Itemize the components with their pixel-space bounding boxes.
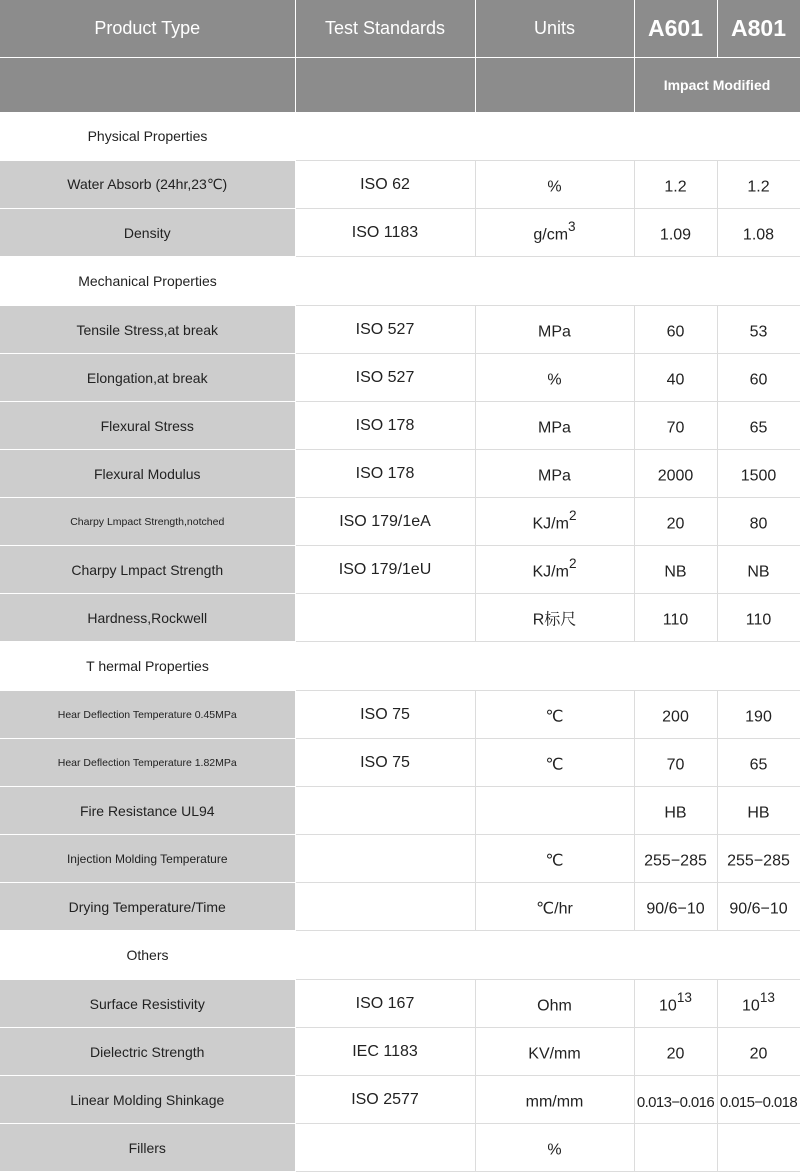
value-a601	[634, 306, 717, 354]
unit-text: mm/mm	[525, 1093, 584, 1111]
value-a601-text: 20	[666, 515, 685, 533]
unit	[475, 306, 634, 354]
value-a601	[634, 980, 717, 1028]
unit	[475, 1076, 634, 1124]
subheader-blank	[0, 58, 295, 113]
unit-text: KJ/m	[532, 515, 569, 533]
value-a601	[634, 1028, 717, 1076]
table-row	[0, 980, 800, 1028]
value-a601	[634, 546, 717, 594]
table-row	[0, 594, 800, 642]
value-a601-text: HB	[664, 804, 687, 822]
value-a601	[634, 691, 717, 739]
value-a601-text: 1.2	[664, 178, 687, 196]
value-a601-exponent: 13	[676, 989, 692, 1005]
value-a801	[717, 594, 800, 642]
subheader-blank	[475, 58, 634, 113]
table-row	[0, 306, 800, 354]
value-a801-text: 1.2	[747, 178, 770, 196]
value-a601	[634, 835, 717, 883]
value-a801	[717, 546, 800, 594]
value-a801-text: 60	[749, 371, 768, 389]
section-header	[0, 642, 800, 691]
value-a601	[634, 209, 717, 257]
test-standard	[295, 835, 475, 883]
value-a801	[717, 691, 800, 739]
property-name: Water Absorb (24hr,23℃)	[0, 161, 295, 209]
test-standard: ISO 178	[295, 402, 475, 450]
property-name: Elongation,at break	[0, 354, 295, 402]
property-name: Injection Molding Temperature	[0, 835, 295, 883]
property-name: Density	[0, 209, 295, 257]
property-name: Surface Resistivity	[0, 980, 295, 1028]
value-a801-text: NB	[747, 563, 770, 581]
property-name: Charpy Lmpact Strength	[0, 546, 295, 594]
table-row	[0, 402, 800, 450]
value-a801	[717, 306, 800, 354]
property-name: Hardness,Rockwell	[0, 594, 295, 642]
col-product-type: Product Type	[0, 0, 295, 58]
property-name: Tensile Stress,at break	[0, 306, 295, 354]
test-standard: ISO 75	[295, 739, 475, 787]
unit-text: g/cm	[533, 226, 569, 244]
section-title: Mechanical Properties	[78, 273, 217, 289]
value-a601	[634, 787, 717, 835]
unit-text: ℃	[545, 708, 564, 726]
table-row	[0, 883, 800, 931]
value-a601-text: 20	[666, 1045, 685, 1063]
section-title: T hermal Properties	[86, 658, 209, 674]
table-row	[0, 498, 800, 546]
value-a801	[717, 161, 800, 209]
value-a601	[634, 498, 717, 546]
unit	[475, 883, 634, 931]
table-row	[0, 546, 800, 594]
section-title-cell	[0, 257, 800, 306]
unit-text: ℃	[545, 756, 564, 774]
value-a801	[717, 980, 800, 1028]
unit-text: MPa	[538, 323, 571, 341]
value-a801	[717, 498, 800, 546]
table-row	[0, 835, 800, 883]
test-standard: IEC 1183	[295, 1028, 475, 1076]
value-a601	[634, 594, 717, 642]
section-header	[0, 112, 800, 161]
subheader-row	[0, 58, 800, 113]
value-a601-text: 1.09	[659, 226, 692, 244]
value-a601-text: 90/6−10	[646, 900, 705, 918]
value-a601-text: 70	[666, 756, 685, 774]
table-row	[0, 739, 800, 787]
value-a801-text: 53	[749, 323, 768, 341]
value-a801	[717, 354, 800, 402]
unit	[475, 546, 634, 594]
table-row	[0, 1028, 800, 1076]
property-name: Drying Temperature/Time	[0, 883, 295, 931]
property-name: Hear Deflection Temperature 1.82MPa	[0, 739, 295, 787]
value-a801	[717, 739, 800, 787]
value-a601-text: 70	[666, 419, 685, 437]
property-name: Charpy Lmpact Strength,notched	[0, 498, 295, 546]
value-a601	[634, 161, 717, 209]
section-title: Others	[126, 947, 169, 963]
unit	[475, 835, 634, 883]
unit	[475, 402, 634, 450]
table-row	[0, 209, 800, 257]
unit	[475, 209, 634, 257]
unit-text: Ohm	[537, 997, 572, 1015]
table-row	[0, 1076, 800, 1124]
unit-exponent: 3	[568, 218, 576, 234]
property-name: Linear Molding Shinkage	[0, 1076, 295, 1124]
col-units: Units	[475, 0, 634, 58]
test-standard: ISO 167	[295, 980, 475, 1028]
test-standard: ISO 178	[295, 450, 475, 498]
unit-text: MPa	[538, 419, 571, 437]
unit	[475, 980, 634, 1028]
table-row	[0, 691, 800, 739]
unit-text: ℃/hr	[536, 900, 573, 918]
value-a601	[634, 1124, 717, 1172]
unit-text: MPa	[538, 467, 571, 485]
property-name: Flexural Stress	[0, 402, 295, 450]
unit	[475, 450, 634, 498]
unit-text: KV/mm	[528, 1045, 581, 1063]
test-standard	[295, 594, 475, 642]
value-a801-text: 65	[749, 419, 768, 437]
value-a601-text: 0.013−0.016	[636, 1093, 715, 1111]
value-a801	[717, 883, 800, 931]
value-a601	[634, 450, 717, 498]
value-a801-text: 0.015−0.018	[719, 1093, 798, 1111]
unit-text: %	[547, 1141, 562, 1159]
value-a801-exponent: 13	[759, 989, 775, 1005]
unit-text: %	[547, 371, 562, 389]
value-a601-text: 40	[666, 371, 685, 389]
section-title: Physical Properties	[87, 128, 208, 144]
test-standard: ISO 62	[295, 161, 475, 209]
value-a801-text: HB	[747, 804, 770, 822]
value-a801-text: 80	[749, 515, 768, 533]
unit	[475, 691, 634, 739]
unit	[475, 354, 634, 402]
property-name: Flexural Modulus	[0, 450, 295, 498]
value-a601-text: 200	[662, 708, 689, 726]
test-standard: ISO 179/1eU	[295, 546, 475, 594]
section-title-cell	[0, 112, 800, 161]
unit	[475, 498, 634, 546]
grade-subtitle: Impact Modified	[634, 58, 800, 113]
value-a801	[717, 1124, 800, 1172]
value-a801-text: 65	[749, 756, 768, 774]
test-standard	[295, 787, 475, 835]
test-standard: ISO 2577	[295, 1076, 475, 1124]
value-a801	[717, 835, 800, 883]
table-row	[0, 1124, 800, 1172]
value-a601-text: 10	[659, 997, 677, 1015]
value-a801-text: 90/6−10	[729, 900, 788, 918]
unit-exponent: 2	[568, 507, 577, 523]
unit	[475, 1028, 634, 1076]
value-a801-text: 10	[742, 997, 760, 1015]
unit-text: %	[547, 178, 562, 196]
test-standard: ISO 527	[295, 306, 475, 354]
value-a801	[717, 402, 800, 450]
value-a601-text: NB	[664, 563, 687, 581]
col-test-standards: Test Standards	[295, 0, 475, 58]
section-header	[0, 931, 800, 980]
value-a601-text: 255−285	[644, 852, 707, 870]
section-title-cell	[0, 931, 800, 980]
value-a801-text: 190	[745, 708, 772, 726]
value-a801-text: 20	[749, 1045, 768, 1063]
header-row	[0, 0, 800, 58]
unit	[475, 594, 634, 642]
value-a601	[634, 739, 717, 787]
unit-text: R标尺	[532, 611, 577, 629]
value-a801-text: 1500	[740, 467, 777, 485]
col-grade-a601: A601	[634, 0, 717, 58]
table-row	[0, 450, 800, 498]
value-a601-text: 2000	[657, 467, 694, 485]
unit	[475, 787, 634, 835]
property-name: Hear Deflection Temperature 0.45MPa	[0, 691, 295, 739]
subheader-blank	[295, 58, 475, 113]
value-a601	[634, 402, 717, 450]
table-row	[0, 354, 800, 402]
value-a801	[717, 1076, 800, 1124]
col-grade-a801: A801	[717, 0, 800, 58]
test-standard	[295, 883, 475, 931]
value-a801-text: 255−285	[727, 852, 790, 870]
unit	[475, 739, 634, 787]
unit	[475, 161, 634, 209]
test-standard	[295, 1124, 475, 1172]
value-a801-text: 1.08	[742, 226, 775, 244]
property-name: Dielectric Strength	[0, 1028, 295, 1076]
test-standard: ISO 527	[295, 354, 475, 402]
property-name: Fillers	[0, 1124, 295, 1172]
unit	[475, 1124, 634, 1172]
unit-exponent: 2	[568, 555, 577, 571]
value-a601-text: 60	[666, 323, 685, 341]
table-row	[0, 161, 800, 209]
value-a801	[717, 787, 800, 835]
property-name: Fire Resistance UL94	[0, 787, 295, 835]
value-a601	[634, 883, 717, 931]
table-row	[0, 787, 800, 835]
section-title-cell	[0, 642, 800, 691]
value-a801	[717, 450, 800, 498]
value-a601-text: 110	[662, 611, 689, 629]
unit-text: ℃	[545, 852, 564, 870]
test-standard: ISO 75	[295, 691, 475, 739]
test-standard: ISO 179/1eA	[295, 498, 475, 546]
value-a601	[634, 354, 717, 402]
value-a801	[717, 1028, 800, 1076]
value-a801-text: 110	[745, 611, 772, 629]
test-standard: ISO 1183	[295, 209, 475, 257]
value-a801	[717, 209, 800, 257]
unit-text: KJ/m	[532, 563, 569, 581]
section-header	[0, 257, 800, 306]
value-a601	[634, 1076, 717, 1124]
